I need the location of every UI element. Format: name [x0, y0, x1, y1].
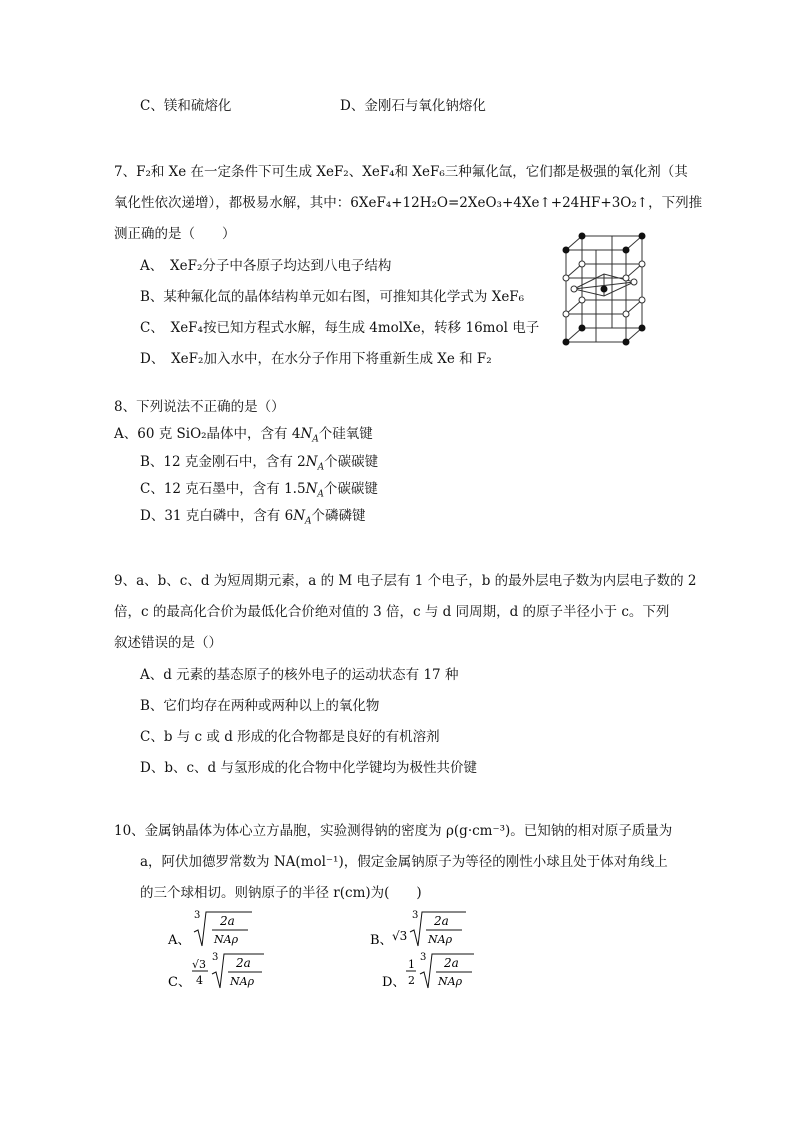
q10-stem-line1: 10、金属钠晶体为体心立方晶胞，实验测得钠的密度为 ρ(g·cm⁻³)。已知钠的相对原子质量为 [114, 823, 673, 839]
q7-option-b: B、某种氟化氙的晶体结构单元如右图，可推知其化学式为 XeF₆ [140, 289, 525, 305]
svg-text:3: 3 [412, 910, 419, 921]
svg-text:D、: D、 [382, 975, 406, 990]
svg-text:2a: 2a [444, 956, 459, 970]
svg-text:NAρ: NAρ [438, 975, 463, 988]
q9-option-d: D、b、c、d 与氢形成的化合物中化学键均为极性共价键 [140, 760, 477, 776]
q9-option-b: B、它们均存在两种或两种以上的氧化物 [140, 698, 380, 714]
q10-stem-line3: 的三个球相切。则钠原子的半径 r(cm)为( ) [140, 885, 422, 901]
svg-text:2a: 2a [236, 956, 251, 970]
crystal-unit-cell-diagram [558, 228, 652, 346]
q7-stem-line1: 7、F₂和 Xe 在一定条件下可生成 XeF₂、XeF₄和 XeF₆三种氟化氙，它们都是极强的氧化剂（其 [114, 164, 688, 180]
q6-option-d: D、金刚石与氧化钠熔化 [340, 98, 486, 114]
q8-option-c: C、12 克石墨中，含有 $1.5N_A$个碳碳键 [140, 481, 378, 500]
svg-text:3: 3 [212, 952, 219, 963]
q10-stem-line2: a，阿伏加德罗常数为 NA(mol⁻¹)，假定金属钠原子为等径的刚性小球且处于体对角线上 [140, 854, 668, 870]
svg-text:1: 1 [408, 958, 415, 971]
svg-text:2: 2 [408, 974, 415, 987]
q9-option-c: C、b 与 c 或 d 形成的化合物都是良好的有机溶剂 [140, 729, 440, 745]
q8-option-b: B、12 克金刚石中，含有 $2N_A$个碳碳键 [140, 454, 379, 473]
svg-text:2a: 2a [220, 914, 235, 928]
svg-text:√3: √3 [392, 929, 408, 943]
svg-text:2a: 2a [434, 914, 449, 928]
q10-option-d-formula [380, 948, 480, 992]
q6-option-c: C、镁和硫熔化 [140, 98, 232, 114]
q7-option-d: D、 XeF₂加入水中，在水分子作用下将重新生成 Xe 和 F₂ [140, 351, 492, 367]
q9-stem-line1: 9、a、b、c、d 为短周期元素，a 的 M 电子层有 1 个电子，b 的最外层电子数为内层电子数的 2 [114, 573, 697, 589]
q8-stem: 8、下列说法不正确的是（） [114, 399, 285, 415]
svg-text:A、: A、 [168, 933, 191, 948]
q9-stem-line2: 倍，c 的最高化合价为最低化合价绝对值的 3 倍，c 与 d 同周期，d 的原子半径小于 c。下列 [114, 604, 670, 620]
q7-option-c: C、 XeF₄按已知方程式水解，每生成 4molXe，转移 16mol 电子 [140, 320, 540, 336]
q7-stem-line3: 测正确的是（ ） [114, 226, 236, 242]
svg-text:B、: B、 [370, 933, 393, 948]
q9-stem-line3: 叙述错误的是（） [114, 635, 222, 651]
q8-option-d: D、31 克白磷中，含有 $6N_A$个磷磷键 [140, 508, 366, 527]
q10-option-a-formula [166, 906, 256, 950]
svg-text:NAρ: NAρ [230, 975, 255, 988]
q8-option-a: A、60 克 SiO₂晶体中，含有 $4N_A$个硅氧键 [114, 426, 373, 445]
q10-option-b-formula [368, 906, 468, 950]
svg-text:√3: √3 [192, 958, 207, 971]
svg-text:3: 3 [420, 952, 427, 963]
q10-option-c-formula [166, 948, 266, 992]
svg-text:3: 3 [194, 910, 201, 921]
svg-text:C、: C、 [168, 975, 191, 990]
svg-text:NAρ: NAρ [214, 933, 239, 946]
q7-option-a: A、 XeF₂分子中各原子均达到八电子结构 [140, 258, 392, 274]
svg-text:4: 4 [196, 974, 203, 987]
q9-option-a: A、d 元素的基态原子的核外电子的运动状态有 17 种 [140, 667, 459, 683]
svg-text:NAρ: NAρ [428, 933, 453, 946]
q7-stem-line2: 氧化性依次递增），都极易水解，其中：6XeF₄+12H₂O=2XeO₃+4Xe↑+24HF+3O₂↑，下列推 [114, 195, 703, 211]
